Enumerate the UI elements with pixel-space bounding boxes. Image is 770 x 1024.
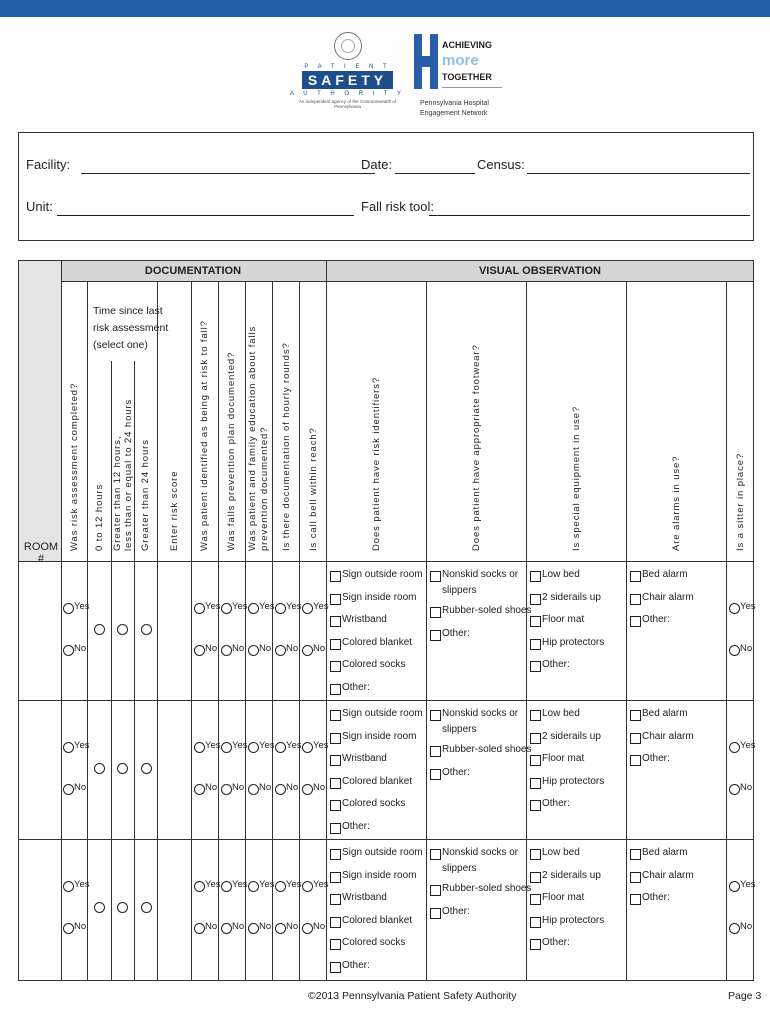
row2-rounds-no-label: No [286,782,299,793]
logo-safety-text: SAFETY [302,71,393,89]
census-label: Census: [477,157,525,172]
row2-plan-yes-radio[interactable] [221,742,232,753]
row2-alarm-checkbox-1[interactable] [630,710,641,721]
unit-label: Unit: [26,199,53,214]
logo-more-text: more [442,52,479,69]
row3-identifier-checkbox-6[interactable] [330,962,341,973]
row3-education-no-label: No [259,921,272,932]
row2-plan-yes-label: Yes [232,740,248,751]
row1-rounds-yes-label: Yes [286,601,302,612]
room-number-header: ROOM # [23,541,59,565]
row2-equipment-checkbox-4[interactable] [530,778,541,789]
row1-equipment-checkbox-2[interactable] [530,594,541,605]
row2-identifier-checkbox-5[interactable] [330,800,341,811]
row2-identified-yes-label: Yes [205,740,221,751]
row2-sitter-yes-label: Yes [740,740,756,751]
row1-identifier-label-4: Colored blanket [342,636,413,648]
row3-equipment-checkbox-4[interactable] [530,917,541,928]
row3-footwear-label-2: Rubber-soled shoes [442,883,532,894]
row1-risk-assessment-yes-label: Yes [74,601,90,612]
q-special-equipment: Is special equipment in use? [571,405,582,551]
row3-identified-no-label: No [205,921,218,932]
row2-plan-no-radio[interactable] [221,784,232,795]
row3-bell-yes-radio[interactable] [302,881,313,892]
row2-alarm-checkbox-2[interactable] [630,733,641,744]
row2-0-12-hours-radio[interactable] [94,763,105,774]
row3-risk-assessment-no-label: No [74,921,87,932]
row3-equipment-label-2: 2 siderails up [542,869,601,881]
row2-footwear-label-1b: slippers [442,724,477,735]
row1-alarm-label-1: Bed alarm [642,569,688,580]
q-identified-at-risk: Was patient identified as being at risk to fall? [199,320,210,551]
row1-12-24-hours-radio[interactable] [117,624,128,635]
row2-risk-assessment-no-radio[interactable] [63,784,74,795]
row2-education-no-radio[interactable] [248,784,259,795]
row1-equipment-checkbox-1[interactable] [530,571,541,582]
row2-identifier-label-2: Sign inside room [342,730,417,742]
logo-network-line-2: Engagement Network [420,110,488,117]
row2-alarm-checkbox-3[interactable] [630,755,641,766]
row3-identifier-label-3: Wristband [342,892,387,903]
row1-risk-assessment-yes-radio[interactable] [63,603,74,614]
row2-footwear-checkbox-2[interactable] [430,746,441,757]
row3-plan-no-label: No [232,921,245,932]
row1-risk-assessment-no-radio[interactable] [63,645,74,656]
row1-footwear-label-1a: Nonskid socks or [442,569,519,580]
row1-equipment-label-1: Low bed [542,569,580,580]
q-education-line-1: Was patient and family education about falls [247,325,258,551]
row2-equipment-checkbox-2[interactable] [530,733,541,744]
row3-plan-no-radio[interactable] [221,923,232,934]
date-field[interactable] [395,173,475,174]
row2-identified-no-radio[interactable] [194,784,205,795]
row2-education-yes-radio[interactable] [248,742,259,753]
row1-identifier-checkbox-1[interactable] [330,571,341,582]
row2-bell-yes-radio[interactable] [302,742,313,753]
row1-identifier-label-5: Colored socks [342,659,406,670]
row3-equipment-checkbox-5[interactable] [530,939,541,950]
row3-footwear-checkbox-1[interactable] [430,849,441,860]
row1-equipment-checkbox-4[interactable] [530,639,541,650]
fall-risk-tool-label: Fall risk tool: [361,199,434,214]
row3-risk-assessment-yes-label: Yes [74,879,90,890]
row3-alarm-checkbox-3[interactable] [630,894,641,905]
row2-over-24-hours-radio[interactable] [141,763,152,774]
row1-identified-yes-radio[interactable] [194,603,205,614]
row2-sitter-no-label: No [740,782,753,793]
row3-sitter-yes-label: Yes [740,879,756,890]
row3-identifier-label-6: Other: [342,959,370,971]
row2-bell-no-label: No [313,782,326,793]
row3-equipment-checkbox-3[interactable] [530,894,541,905]
row1-equipment-checkbox-3[interactable] [530,616,541,627]
row1-identifier-checkbox-2[interactable] [330,594,341,605]
row2-identifier-checkbox-3[interactable] [330,755,341,766]
row3-bell-no-radio[interactable] [302,923,313,934]
row2-rounds-yes-radio[interactable] [275,742,286,753]
row3-identifier-label-2: Sign inside room [342,869,417,881]
row3-footwear-label-1a: Nonskid socks or [442,847,519,858]
row3-education-no-radio[interactable] [248,923,259,934]
row3-rounds-no-label: No [286,921,299,932]
room-column-header-bg [19,261,61,561]
row3-footwear-checkbox-2[interactable] [430,885,441,896]
row2-identifier-label-5: Colored socks [342,798,406,809]
date-label: Date: [361,157,393,172]
row1-footwear-label-2: Rubber-soled shoes [442,605,532,616]
row2-identifier-checkbox-2[interactable] [330,733,341,744]
row2-footwear-checkbox-3[interactable] [430,769,441,780]
row2-identified-no-label: No [205,782,218,793]
row3-risk-score-field[interactable] [169,894,187,912]
q-falls-plan-documented: Was falls prevention plan documented? [226,351,237,551]
logo-authority-text: A U T H O R I T Y [289,91,406,97]
row3-sitter-yes-radio[interactable] [729,881,740,892]
row3-over-24-hours-radio[interactable] [141,902,152,913]
row2-sitter-no-radio[interactable] [729,784,740,795]
row1-footwear-label-1b: slippers [442,585,477,596]
row1-identified-yes-label: Yes [205,601,221,612]
row1-identifier-label-2: Sign inside room [342,591,417,603]
row3-equipment-label-1: Low bed [542,847,580,858]
logo-patient-text: P A T I E N T [304,64,391,70]
row3-equipment-label-3: Floor mat [542,892,585,903]
row1-alarm-checkbox-3[interactable] [630,616,641,627]
row3-identifier-label-5: Colored socks [342,937,406,948]
row3-footwear-label-3: Other: [442,906,470,917]
row1-plan-yes-radio[interactable] [221,603,232,614]
row2-equipment-label-2: 2 siderails up [542,730,601,742]
row2-identifier-checkbox-1[interactable] [330,710,341,721]
row1-sitter-yes-label: Yes [740,601,756,612]
row1-equipment-label-4: Hip protectors [542,636,605,648]
time-since-line-3: (select one) [93,339,148,351]
q-hourly-rounds: Is there documentation of hourly rounds? [281,342,292,551]
row1-plan-no-radio[interactable] [221,645,232,656]
logo-achieving-text: ACHIEVING [442,40,493,50]
row1-plan-no-label: No [232,643,245,654]
row1-sitter-yes-radio[interactable] [729,603,740,614]
row2-identifier-label-6: Other: [342,820,370,832]
row1-identifier-checkbox-6[interactable] [330,684,341,695]
row3-education-yes-radio[interactable] [248,881,259,892]
achieving-more-together-logo [414,30,504,125]
row1-bell-yes-label: Yes [313,601,329,612]
time-since-line-1: Time since last [93,305,163,317]
row1-identifier-checkbox-4[interactable] [330,639,341,650]
row3-alarm-checkbox-2[interactable] [630,872,641,883]
row2-identifier-checkbox-6[interactable] [330,823,341,834]
logo-divider [442,87,502,88]
row1-over-24-hours-radio[interactable] [141,624,152,635]
row1-identifier-label-3: Wristband [342,614,387,625]
row2-equipment-label-5: Other: [542,798,570,809]
row1-alarm-checkbox-2[interactable] [630,594,641,605]
row1-identifier-label-6: Other: [342,681,370,693]
row3-alarm-checkbox-1[interactable] [630,849,641,860]
row3-plan-yes-label: Yes [232,879,248,890]
row1-education-no-radio[interactable] [248,645,259,656]
row1-alarm-label-2: Chair alarm [642,591,694,603]
row3-equipment-checkbox-1[interactable] [530,849,541,860]
q-greater-24-hours: Greater than 24 hours [140,439,151,551]
row3-0-12-hours-radio[interactable] [94,902,105,913]
documentation-header: DOCUMENTATION [144,265,242,277]
row1-rounds-no-label: No [286,643,299,654]
row3-risk-assessment-yes-radio[interactable] [63,881,74,892]
q-enter-risk-score: Enter risk score [169,470,180,551]
q-alarms-in-use: Are alarms in use? [671,455,682,551]
q-risk-identifiers: Does patient have risk identifiers? [371,376,382,551]
row2-footwear-label-1a: Nonskid socks or [442,708,519,719]
copyright-footer: ©2013 Pennsylvania Patient Safety Authority [308,990,517,1002]
row2-equipment-label-4: Hip protectors [542,775,605,787]
row1-risk-assessment-no-label: No [74,643,87,654]
row3-identified-yes-radio[interactable] [194,881,205,892]
row1-education-yes-radio[interactable] [248,603,259,614]
q-greater-12-line-2: less than or equal to 24 hours [123,398,134,551]
row3-bell-yes-label: Yes [313,879,329,890]
row3-identified-yes-label: Yes [205,879,221,890]
row2-equipment-label-1: Low bed [542,708,580,719]
row2-equipment-label-3: Floor mat [542,753,585,764]
row1-identified-no-radio[interactable] [194,645,205,656]
state-seal-icon [334,32,362,60]
row3-identifier-checkbox-3[interactable] [330,894,341,905]
row1-rounds-no-radio[interactable] [275,645,286,656]
q-call-bell: Is call bell within reach? [308,427,319,551]
logo-network-line-1: Pennsylvania Hospital [420,100,489,107]
row3-alarm-label-1: Bed alarm [642,847,688,858]
row2-identifier-checkbox-4[interactable] [330,778,341,789]
row1-footwear-label-3: Other: [442,628,470,639]
row1-equipment-label-3: Floor mat [542,614,585,625]
q-sitter-in-place: Is a sitter in place? [735,452,746,551]
row3-alarm-label-2: Chair alarm [642,869,694,881]
row3-plan-yes-radio[interactable] [221,881,232,892]
row1-risk-score-field[interactable] [169,616,187,634]
row3-bell-no-label: No [313,921,326,932]
fall-audit-table [18,260,754,981]
q-0-to-12-hours: 0 to 12 hours [94,483,105,551]
q-greater-12-line-1: Greater than 12 hours, [112,435,123,551]
row3-equipment-checkbox-2[interactable] [530,872,541,883]
facility-label: Facility: [26,157,71,172]
row3-identifier-label-4: Colored blanket [342,914,413,926]
row2-bell-yes-label: Yes [313,740,329,751]
row2-alarm-label-2: Chair alarm [642,730,694,742]
row3-risk-assessment-no-radio[interactable] [63,923,74,934]
row3-rounds-yes-label: Yes [286,879,302,890]
row2-bell-no-radio[interactable] [302,784,313,795]
fall-risk-tool-field[interactable] [429,215,750,216]
row2-identifier-label-4: Colored blanket [342,775,413,787]
row1-equipment-label-5: Other: [542,659,570,670]
row1-identifier-checkbox-3[interactable] [330,616,341,627]
facility-info-box [18,132,754,241]
row2-risk-assessment-yes-label: Yes [74,740,90,751]
row1-footwear-checkbox-2[interactable] [430,607,441,618]
row2-education-no-label: No [259,782,272,793]
row2-sitter-yes-radio[interactable] [729,742,740,753]
logo-tagline: An independent agency of the Commonwealth of Pennsylvania [298,99,397,109]
row2-equipment-checkbox-5[interactable] [530,800,541,811]
facility-field[interactable] [81,173,375,174]
patient-safety-authority-logo [285,32,410,124]
row1-alarm-label-3: Other: [642,614,670,625]
row3-footwear-checkbox-3[interactable] [430,908,441,919]
row2-alarm-label-1: Bed alarm [642,708,688,719]
row3-identifier-label-1: Sign outside room [342,847,423,858]
row2-rounds-yes-label: Yes [286,740,302,751]
row2-education-yes-label: Yes [259,740,275,751]
row3-rounds-yes-radio[interactable] [275,881,286,892]
row1-equipment-label-2: 2 siderails up [542,591,601,603]
row3-equipment-label-5: Other: [542,937,570,948]
q-appropriate-footwear: Does patient have appropriate footwear? [471,344,482,551]
row1-identifier-label-1: Sign outside room [342,569,423,580]
row3-alarm-label-3: Other: [642,892,670,903]
visual-observation-header: VISUAL OBSERVATION [478,265,602,277]
row2-equipment-checkbox-3[interactable] [530,755,541,766]
census-field[interactable] [527,173,750,174]
row1-bell-no-radio[interactable] [302,645,313,656]
row1-identifier-checkbox-5[interactable] [330,661,341,672]
row3-footwear-label-1b: slippers [442,863,477,874]
row2-identifier-label-1: Sign outside room [342,708,423,719]
row1-sitter-no-label: No [740,643,753,654]
row2-footwear-checkbox-1[interactable] [430,710,441,721]
page-number: Page 3 [728,990,762,1002]
logo-together-text: TOGETHER [442,72,492,82]
q-risk-assessment-completed: Was risk assessment completed? [69,382,80,551]
row3-12-24-hours-radio[interactable] [117,902,128,913]
row3-sitter-no-radio[interactable] [729,923,740,934]
row2-footwear-label-2: Rubber-soled shoes [442,744,532,755]
row1-sitter-no-radio[interactable] [729,645,740,656]
row2-plan-no-label: No [232,782,245,793]
row1-education-yes-label: Yes [259,601,275,612]
row3-identifier-checkbox-4[interactable] [330,917,341,928]
row3-sitter-no-label: No [740,921,753,932]
row2-alarm-label-3: Other: [642,753,670,764]
row3-identified-no-radio[interactable] [194,923,205,934]
row1-plan-yes-label: Yes [232,601,248,612]
row3-identifier-checkbox-2[interactable] [330,872,341,883]
row1-bell-no-label: No [313,643,326,654]
row2-risk-score-field[interactable] [169,755,187,773]
row2-identified-yes-radio[interactable] [194,742,205,753]
row2-footwear-label-3: Other: [442,767,470,778]
row2-12-24-hours-radio[interactable] [117,763,128,774]
row2-risk-assessment-yes-radio[interactable] [63,742,74,753]
row1-identified-no-label: No [205,643,218,654]
row1-footwear-checkbox-1[interactable] [430,571,441,582]
time-since-line-2: risk assessment [93,322,169,334]
unit-field[interactable] [57,215,354,216]
row1-alarm-checkbox-1[interactable] [630,571,641,582]
row1-bell-yes-radio[interactable] [302,603,313,614]
row3-identifier-checkbox-1[interactable] [330,849,341,860]
row2-risk-assessment-no-label: No [74,782,87,793]
row1-rounds-yes-radio[interactable] [275,603,286,614]
row2-identifier-label-3: Wristband [342,753,387,764]
top-color-bar [0,0,770,17]
row3-identifier-checkbox-5[interactable] [330,939,341,950]
row3-rounds-no-radio[interactable] [275,923,286,934]
q-education-line-2: prevention documented? [259,426,270,551]
row2-rounds-no-radio[interactable] [275,784,286,795]
row1-education-no-label: No [259,643,272,654]
h-logo-icon [414,34,438,89]
row1-0-12-hours-radio[interactable] [94,624,105,635]
row1-footwear-checkbox-3[interactable] [430,630,441,641]
row3-education-yes-label: Yes [259,879,275,890]
row2-equipment-checkbox-1[interactable] [530,710,541,721]
row3-equipment-label-4: Hip protectors [542,914,605,926]
row1-equipment-checkbox-5[interactable] [530,661,541,672]
